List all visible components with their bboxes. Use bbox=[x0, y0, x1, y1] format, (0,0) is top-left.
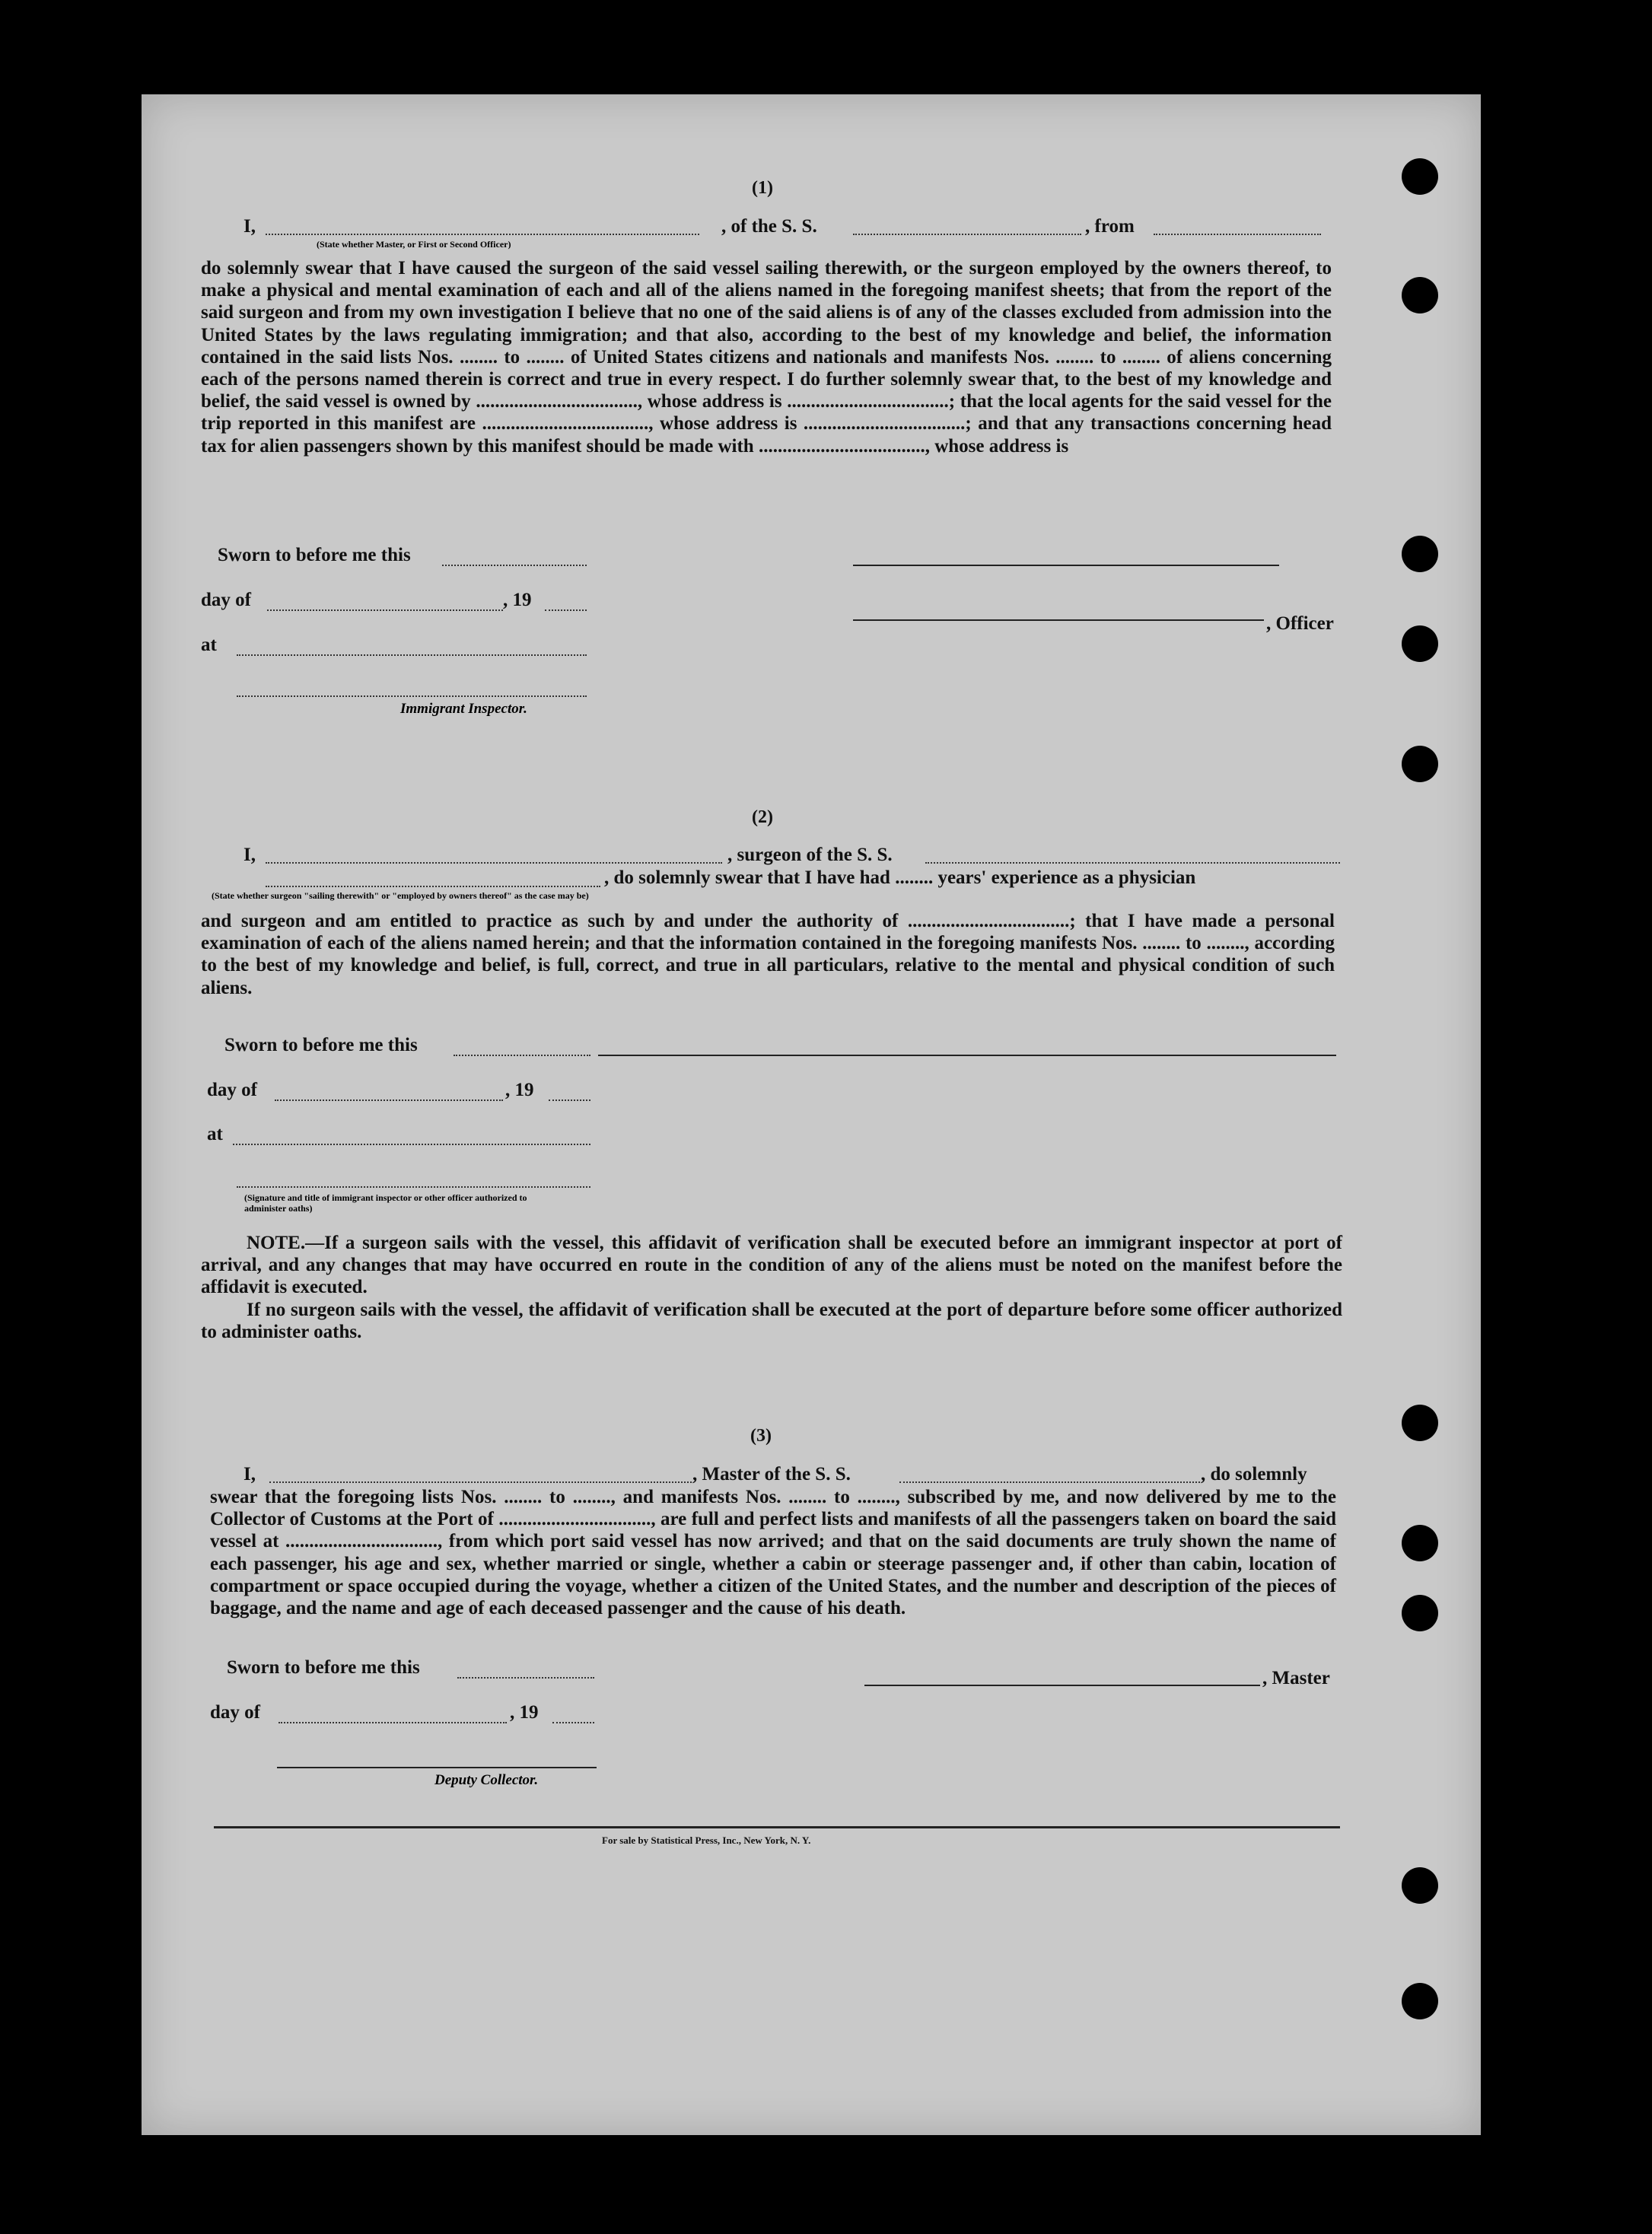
binder-hole bbox=[1402, 746, 1438, 782]
note2-text: If no surgeon sails with the vessel, the affidavit of verification shall be executed at the port of departure before some officer authorized to administer oaths. bbox=[201, 1299, 1342, 1342]
do-solemnly-label: , do solemnly bbox=[1201, 1464, 1307, 1485]
section2-sworn: Sworn to before me this bbox=[224, 1035, 418, 1055]
from-port-line[interactable] bbox=[1154, 234, 1321, 235]
section3-day-line[interactable] bbox=[279, 1722, 507, 1723]
master-of-label: , Master of the S. S. bbox=[692, 1464, 851, 1485]
section2-year-line[interactable] bbox=[549, 1099, 590, 1101]
officer-name-line[interactable] bbox=[266, 234, 699, 235]
surgeon-note: (State whether surgeon "sailing therewith" or "employed by owners thereof" as the case may be) bbox=[212, 890, 589, 901]
section2-at-line[interactable] bbox=[233, 1144, 590, 1145]
officer-note: (State whether Master, or First or Second Officer) bbox=[317, 239, 511, 250]
vessel-name-line[interactable] bbox=[853, 234, 1081, 235]
section2-year: , 19 bbox=[505, 1080, 534, 1100]
footer-text: For sale by Statistical Press, Inc., New York, N. Y. bbox=[602, 1835, 811, 1846]
binder-hole bbox=[1402, 158, 1438, 195]
section2-vessel-line[interactable] bbox=[925, 862, 1340, 864]
section1-year: , 19 bbox=[503, 590, 532, 610]
inspector-line[interactable] bbox=[237, 695, 587, 697]
section1-at: at bbox=[201, 635, 217, 655]
master-name-line[interactable] bbox=[269, 1481, 692, 1483]
section3-sworn-line[interactable] bbox=[457, 1677, 594, 1679]
section1-officer: , Officer bbox=[1266, 613, 1334, 634]
manifest-page bbox=[142, 94, 1481, 2135]
surgeon-name-line[interactable] bbox=[266, 862, 722, 864]
section1-inspector: Immigrant Inspector. bbox=[400, 701, 527, 717]
collector-line[interactable] bbox=[277, 1767, 597, 1768]
section1-body-text: do solemnly swear that I have caused the surgeon of the said vessel sailing therewith, or the surgeon employed by the owners thereof, to make a physical and mental examination of each and all of the aliens named in the foregoing manifest sheets; that from the report of the said surgeon and from my own investigation I believe that no one of the said aliens is of any of the classes excluded from admission into the United States by the laws regulating immigration; and that also, according to the best of my knowledge and belief, the information contained in the said lists Nos. ........ to ........ of United States citizens and nationals and manifests Nos. ........ to ........ of aliens concerning each of the persons named therein is correct and true in every respect. I do further solemnly swear that, to the best of my knowledge and belief, the said vessel is owned by .................................., whose address is ..................................; that the local agents for the said vessel for the trip reported in this manifest are ..................................., whose address is ..................................; and that any transactions concerning head tax for alien passengers shown by this manifest should be made with ..................................., whose address is bbox=[201, 258, 1332, 457]
section1-body bbox=[201, 257, 1332, 457]
binder-hole bbox=[1402, 1867, 1438, 1904]
section2-number: (2) bbox=[752, 807, 773, 827]
section2-at: at bbox=[207, 1124, 223, 1144]
binder-hole bbox=[1402, 536, 1438, 572]
binder-hole bbox=[1402, 1405, 1438, 1441]
section1-year-line[interactable] bbox=[545, 609, 587, 611]
section3-master: , Master bbox=[1262, 1668, 1330, 1688]
binder-hole bbox=[1402, 625, 1438, 662]
officer-line[interactable] bbox=[853, 619, 1264, 621]
section3-collector: Deputy Collector. bbox=[434, 1772, 539, 1788]
surgeon-of-label: , surgeon of the S. S. bbox=[727, 845, 893, 865]
binder-hole bbox=[1402, 1983, 1438, 2019]
section1-number: (1) bbox=[752, 178, 773, 198]
section2-day-of: day of bbox=[207, 1080, 257, 1100]
footer-rule bbox=[214, 1826, 1340, 1828]
section3-vessel-line[interactable] bbox=[899, 1481, 1200, 1483]
section2-line2: , do solemnly swear that I have had ........ years' experience as a physician bbox=[604, 867, 1196, 888]
of-ss-label: , of the S. S. bbox=[721, 216, 817, 237]
section2-body bbox=[201, 910, 1335, 999]
section2-sworn-line[interactable] bbox=[454, 1055, 590, 1056]
section2-officer-line[interactable] bbox=[237, 1186, 590, 1188]
master-signature-line[interactable] bbox=[864, 1685, 1260, 1686]
section2-signature-line[interactable] bbox=[598, 1055, 1336, 1056]
section2-body-text: and surgeon and am entitled to practice as such by and under the authority of ..................................; that I have made a personal examination of each of the aliens named herein; and that the information contained in the foregoing manifests Nos. ........ to ........, according to the best of my knowledge and belief, is full, correct, and true in all particulars, relative to the mental and physical condition of such aliens. bbox=[201, 911, 1335, 998]
surgeon-status-line[interactable] bbox=[266, 886, 600, 887]
section3-number: (3) bbox=[750, 1426, 772, 1446]
section2-note bbox=[201, 1232, 1342, 1343]
section3-intro: I, bbox=[244, 1464, 256, 1485]
section3-year-line[interactable] bbox=[552, 1722, 594, 1723]
section1-sworn-line[interactable] bbox=[442, 565, 587, 566]
signature-note: (Signature and title of immigrant inspector or other officer authorized to administer oaths) bbox=[244, 1192, 527, 1214]
binder-hole bbox=[1402, 1525, 1438, 1561]
binder-hole bbox=[1402, 1595, 1438, 1631]
section1-day-line[interactable] bbox=[267, 609, 503, 611]
section3-day-of: day of bbox=[210, 1702, 260, 1723]
section2-day-line[interactable] bbox=[275, 1099, 503, 1101]
section2-intro: I, bbox=[244, 845, 256, 865]
section3-body-text: swear that the foregoing lists Nos. ........ to ........, and manifests Nos. ........ to ........, subscribed by me, and now delivered by me to the Collector of Customs at the Port of ................................, are full and perfect lists and manifests of all the passengers taken on board the said vessel at ................................, from which port said vessel has now arrived; and that on the said documents are truly shown the name of each passenger, his age and sex, whether married or single, whether a cabin or steerage passenger and, if other than cabin, location of compartment or space occupied during the voyage, whether a citizen of the United States, and the number and description of the pieces of baggage, and the name and age of each deceased passenger and the cause of his death. bbox=[210, 1487, 1336, 1619]
section1-at-line[interactable] bbox=[237, 654, 587, 656]
section3-year: , 19 bbox=[510, 1702, 539, 1723]
section1-intro: I, bbox=[244, 216, 256, 237]
section3-sworn: Sworn to before me this bbox=[227, 1657, 420, 1678]
section1-sworn: Sworn to before me this bbox=[218, 545, 411, 565]
binder-hole bbox=[1402, 277, 1438, 313]
section1-day-of: day of bbox=[201, 590, 251, 610]
note1-text: NOTE.—If a surgeon sails with the vessel, this affidavit of verification shall be executed before an immigrant inspector at port of arrival, and any changes that may have occurred en route in the condition of any of the aliens must be noted on the manifest before the affidavit is executed. bbox=[201, 1233, 1342, 1298]
section3-body bbox=[210, 1486, 1336, 1619]
from-label: , from bbox=[1085, 216, 1135, 237]
section1-signature-line[interactable] bbox=[853, 565, 1279, 566]
